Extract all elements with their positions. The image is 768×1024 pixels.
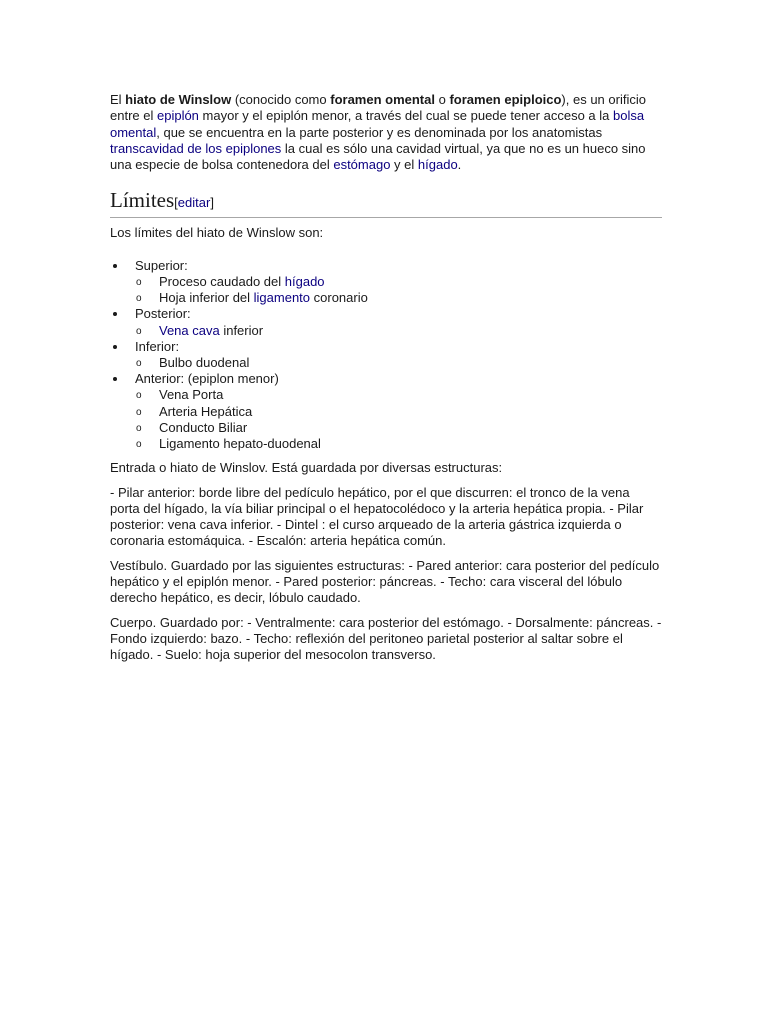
- sublist-posterior: [135, 323, 662, 339]
- intro-text: mayor y el epiplón menor, a través del cual se puede tener acceso a la: [198, 108, 613, 124]
- list-item-label: Superior:: [135, 257, 188, 273]
- paragraph-vestibulo: Vestíbulo. Guardado por las siguientes estructuras: - Pared anterior: cara posterior del pedículo hepático y el epiplón menor. - Pared posterior: páncreas. - Techo: cara visceral del lóbulo derecho hepático, es decir, lóbulo caudado.: [110, 557, 660, 606]
- intro-text: y el: [390, 157, 418, 173]
- list-item-text: Proceso caudado del: [159, 273, 285, 289]
- list-item-label: Anterior: (epiplon menor): [135, 371, 279, 387]
- term-foramen-omental: foramen omental: [330, 92, 435, 107]
- edit-section: [174, 195, 214, 210]
- list-item: o Arteria Hepática: [135, 404, 662, 420]
- intro-text: ), es un orificio entre el: [110, 92, 646, 124]
- intro-text: El: [110, 92, 126, 107]
- list-item-inferior: [110, 339, 662, 371]
- link-higado[interactable]: hígado: [417, 157, 458, 173]
- list-item-posterior: [110, 306, 662, 338]
- intro-text: .: [457, 157, 462, 173]
- list-item-label: Posterior:: [135, 306, 191, 322]
- list-item-text: coronario: [310, 290, 368, 306]
- link-transcavidad[interactable]: transcavidad de los epiplones: [110, 140, 282, 156]
- intro-text: o: [434, 92, 450, 107]
- intro-text: , que se encuentra en la parte posterior y es denominada por los anatomistas: [156, 124, 603, 140]
- link-ligamento[interactable]: ligamento: [253, 290, 311, 306]
- list-item-superior: [110, 258, 662, 307]
- list-item: o Ligamento hepato-duodenal: [135, 436, 662, 452]
- list-item-text: inferior: [219, 322, 264, 338]
- list-item-text: Hoja inferior del: [159, 290, 254, 306]
- section-heading: [110, 187, 662, 218]
- list-item: o Conducto Biliar: [135, 420, 662, 436]
- term-hiato-de-winslow: hiato de Winslow: [125, 92, 232, 107]
- sublist-inferior: [135, 355, 662, 371]
- edit-bracket-close: ]: [210, 195, 214, 211]
- list-item: o Bulbo duodenal: [135, 355, 662, 371]
- list-item-anterior: [110, 371, 662, 452]
- link-higado[interactable]: hígado: [284, 273, 325, 289]
- link-estomago[interactable]: estómago: [333, 157, 391, 173]
- intro-text: la cual es sólo una cavidad virtual, ya que no es un hueco sino una especie de bolsa contenedora del: [110, 140, 646, 173]
- section-title: Límites: [110, 188, 175, 213]
- list-item: [135, 323, 662, 339]
- link-bolsa-omental[interactable]: bolsa omental: [110, 108, 645, 140]
- intro-text: (conocido como: [231, 92, 331, 107]
- list-item-label: Inferior:: [135, 338, 180, 354]
- sublist-anterior: [135, 387, 662, 452]
- list-item: [135, 274, 662, 290]
- article: [110, 92, 662, 663]
- limits-list: [110, 258, 662, 452]
- link-vena-cava[interactable]: Vena cava: [159, 322, 220, 338]
- paragraph-pilares: - Pilar anterior: borde libre del pedículo hepático, por el que discurren: el tronco de la vena porta del hígado, la vía biliar principal o el hepatocolédoco y la arteria hepática propia. - Pilar posterior: vena cava inferior. - Dintel : el curso arqueado de la arteria gástrica izquierda o coronaria estomáquica. - Escalón: arteria hepática común.: [110, 484, 644, 549]
- limits-lead: Los límites del hiato de Winslow son:: [110, 225, 324, 241]
- edit-bracket-open: [: [174, 195, 178, 211]
- list-item: [135, 290, 662, 306]
- paragraph-entrada: Entrada o hiato de Winslov. Está guardada por diversas estructuras:: [110, 460, 503, 476]
- list-item: o Vena Porta: [135, 387, 662, 403]
- link-epiplon[interactable]: epiplón: [156, 108, 199, 124]
- term-foramen-epiploico: foramen epiploico: [449, 92, 562, 107]
- sublist-superior: [135, 274, 662, 306]
- intro-paragraph: [110, 92, 662, 173]
- edit-link[interactable]: editar: [177, 195, 211, 211]
- paragraph-cuerpo: Cuerpo. Guardado por: - Ventralmente: cara posterior del estómago. - Dorsalmente: páncreas. - Fondo izquierdo: bazo. - Techo: reflexión del peritoneo parietal posterior al saltar sobre el hígado. - Suelo: hoja superior del mesocolon transverso.: [110, 614, 662, 663]
